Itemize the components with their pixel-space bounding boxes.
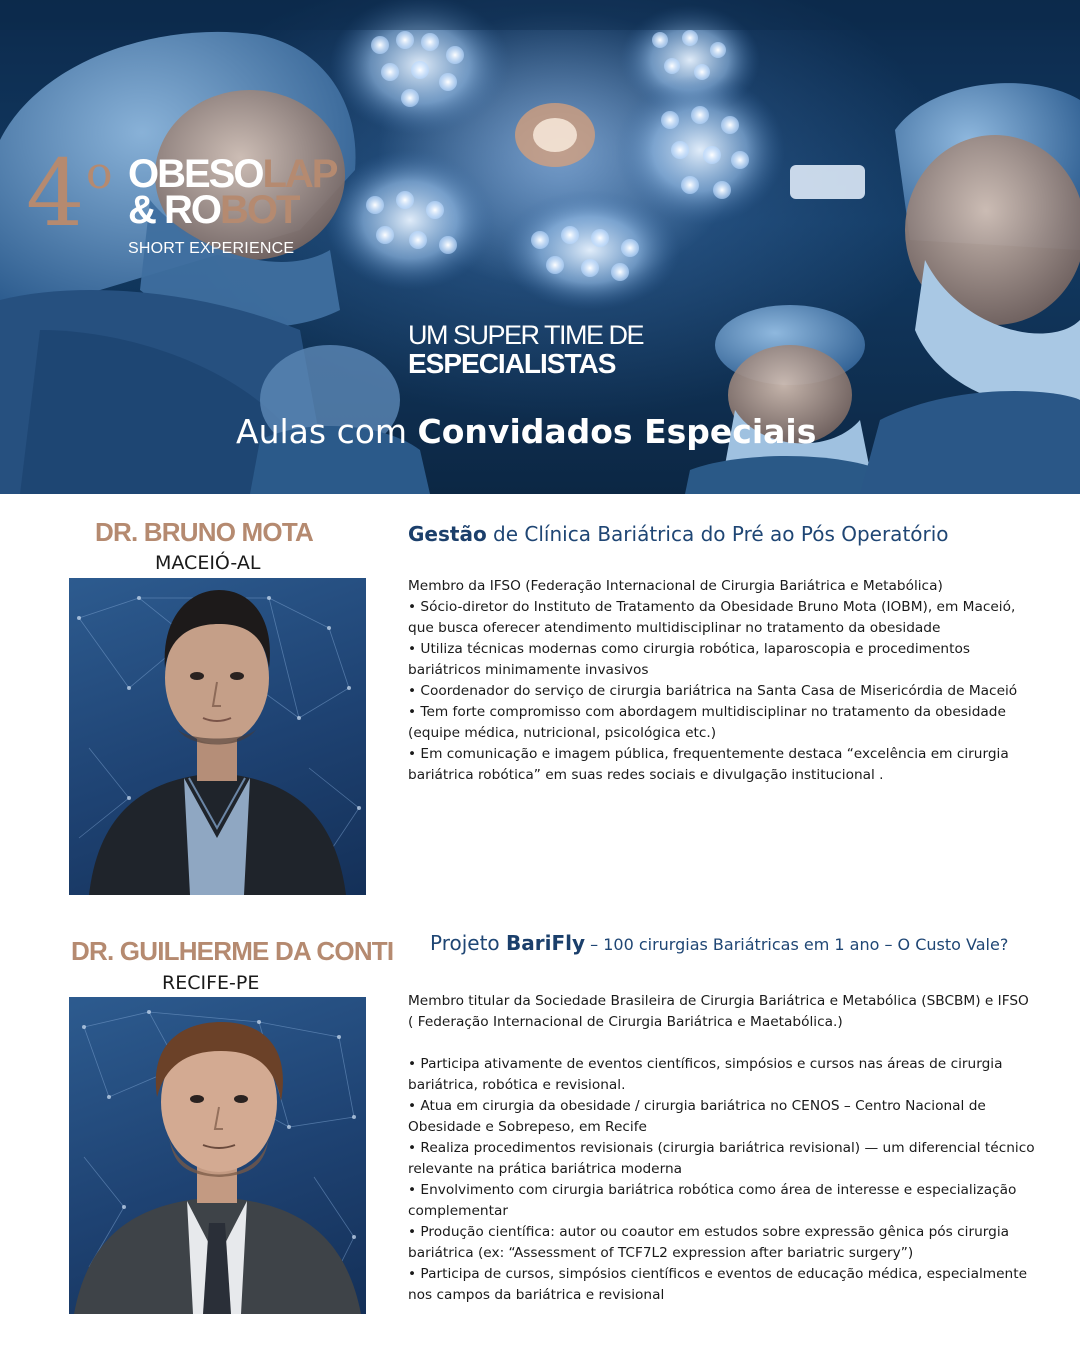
logo-subtitle: SHORT EXPERIENCE — [128, 240, 295, 257]
doctor-2-bio-spacer — [408, 1033, 1038, 1054]
doctor-2-bio-line: • Atua em cirurgia da obesidade / cirurgia bariátrica no CENOS – Centro Nacional de Obesidade e Sobrepeso, em Recife — [408, 1098, 986, 1135]
hero-title — [236, 412, 816, 451]
tagline-line-2: ESPECIALISTAS — [408, 348, 616, 379]
doctor-1-city: MACEIÓ-AL — [155, 552, 261, 574]
doctor-2-city: RECIFE-PE — [162, 972, 260, 994]
doctor-2-bio — [408, 991, 1038, 1306]
doctor-1-name: DR. BRUNO MOTA — [95, 517, 313, 547]
doctor-1-bio-line: Membro da IFSO (Federação Internacional de Cirurgia Bariátrica e Metabólica) — [408, 578, 943, 594]
doctor-1-bio-line: • Tem forte compromisso com abordagem multidisciplinar no tratamento da obesidade (equipe médica, nutricional, psicológica etc.) — [408, 704, 1006, 741]
doctor-1-photo — [69, 578, 366, 895]
doctor-1-talk-bold: Gestão — [408, 522, 487, 546]
doctor-2-talk-title — [430, 931, 1008, 955]
logo-ordinal: o — [86, 148, 113, 199]
doctor-2-bio-line: • Participa ativamente de eventos científicos, simpósios e cursos nas áreas de cirurgia bariátrica, robótica e revisional. — [408, 1056, 1003, 1093]
doctor-2-talk-prefix: Projeto — [430, 931, 507, 955]
doctor-1-talk-title — [408, 522, 949, 546]
doctor-2-talk-rest: – 100 cirurgias Bariátricas em 1 ano – O Custo Vale? — [585, 935, 1009, 954]
doctor-1-bio — [408, 576, 1038, 786]
doctor-1-bio-line: • Em comunicação e imagem pública, frequentemente destaca “excelência em cirurgia bariátrica robótica” em suas redes sociais e divulgação institucional . — [408, 746, 1009, 783]
doctor-1-portrait-illustration — [69, 578, 366, 895]
doctor-1-bio-line: • Utiliza técnicas modernas como cirurgia robótica, laparoscopia e procedimentos bariátricos minimamente invasivos — [408, 641, 970, 678]
doctor-2-bio-line: • Produção científica: autor ou coautor em estudos sobre expressão gênica pós cirurgia bariátrica (ex: “Assessment of TCF7L2 expression after bariatric surgery”) — [408, 1224, 1010, 1261]
doctor-2-bio-intro: Membro titular da Sociedade Brasileira de Cirurgia Bariátrica e Metabólica (SBCBM) e IFSO ( Federação Internacional de Cirurgia Bariátrica e Maetabólica.) — [408, 993, 1029, 1030]
logo-lap: LAP — [262, 152, 337, 196]
doctor-2-portrait-illustration — [69, 997, 366, 1314]
doctor-2-photo — [69, 997, 366, 1314]
doctor-1-talk-rest: de Clínica Bariátrica do Pré ao Pós Operatório — [486, 522, 949, 546]
doctor-2-bio-line: • Envolvimento com cirurgia bariátrica robótica como área de interesse e especialização complementar — [408, 1182, 1017, 1219]
logo-line-2 — [128, 190, 298, 230]
logo-obeso: OBESO — [128, 152, 263, 196]
doctor-1-bio-line: • Sócio-diretor do Instituto de Tratamento da Obesidade Bruno Mota (IOBM), em Maceió, que busca oferecer atendimento multidisciplinar no tratamento da obesidade — [408, 599, 1016, 636]
logo-bot: BOT — [220, 188, 299, 232]
hero-title-bold: Convidados Especiais — [417, 412, 817, 451]
tagline-line-1: UM SUPER TIME DE — [408, 320, 644, 350]
hero-banner — [0, 0, 1080, 494]
doctor-2-bio-line: • Participa de cursos, simpósios científicos e eventos de educação médica, especialmente nos campos da bariátrica e revisional — [408, 1266, 1028, 1303]
logo-ro: & RO — [128, 188, 220, 232]
doctor-2-bio-line: • Realiza procedimentos revisionais (cirurgia bariátrica revisional) — um diferencial técnico relevante na prática bariátrica moderna — [408, 1140, 1035, 1177]
doctor-2-talk-bold: BariFly — [506, 931, 586, 955]
doctor-1-bio-line: • Coordenador do serviço de cirurgia bariátrica na Santa Casa de Misericórdia de Maceió — [408, 683, 1018, 699]
doctor-2-name: DR. GUILHERME DA CONTI — [71, 936, 394, 966]
logo-edition-number: 4 — [26, 140, 83, 247]
hero-title-light: Aulas com — [236, 412, 418, 451]
